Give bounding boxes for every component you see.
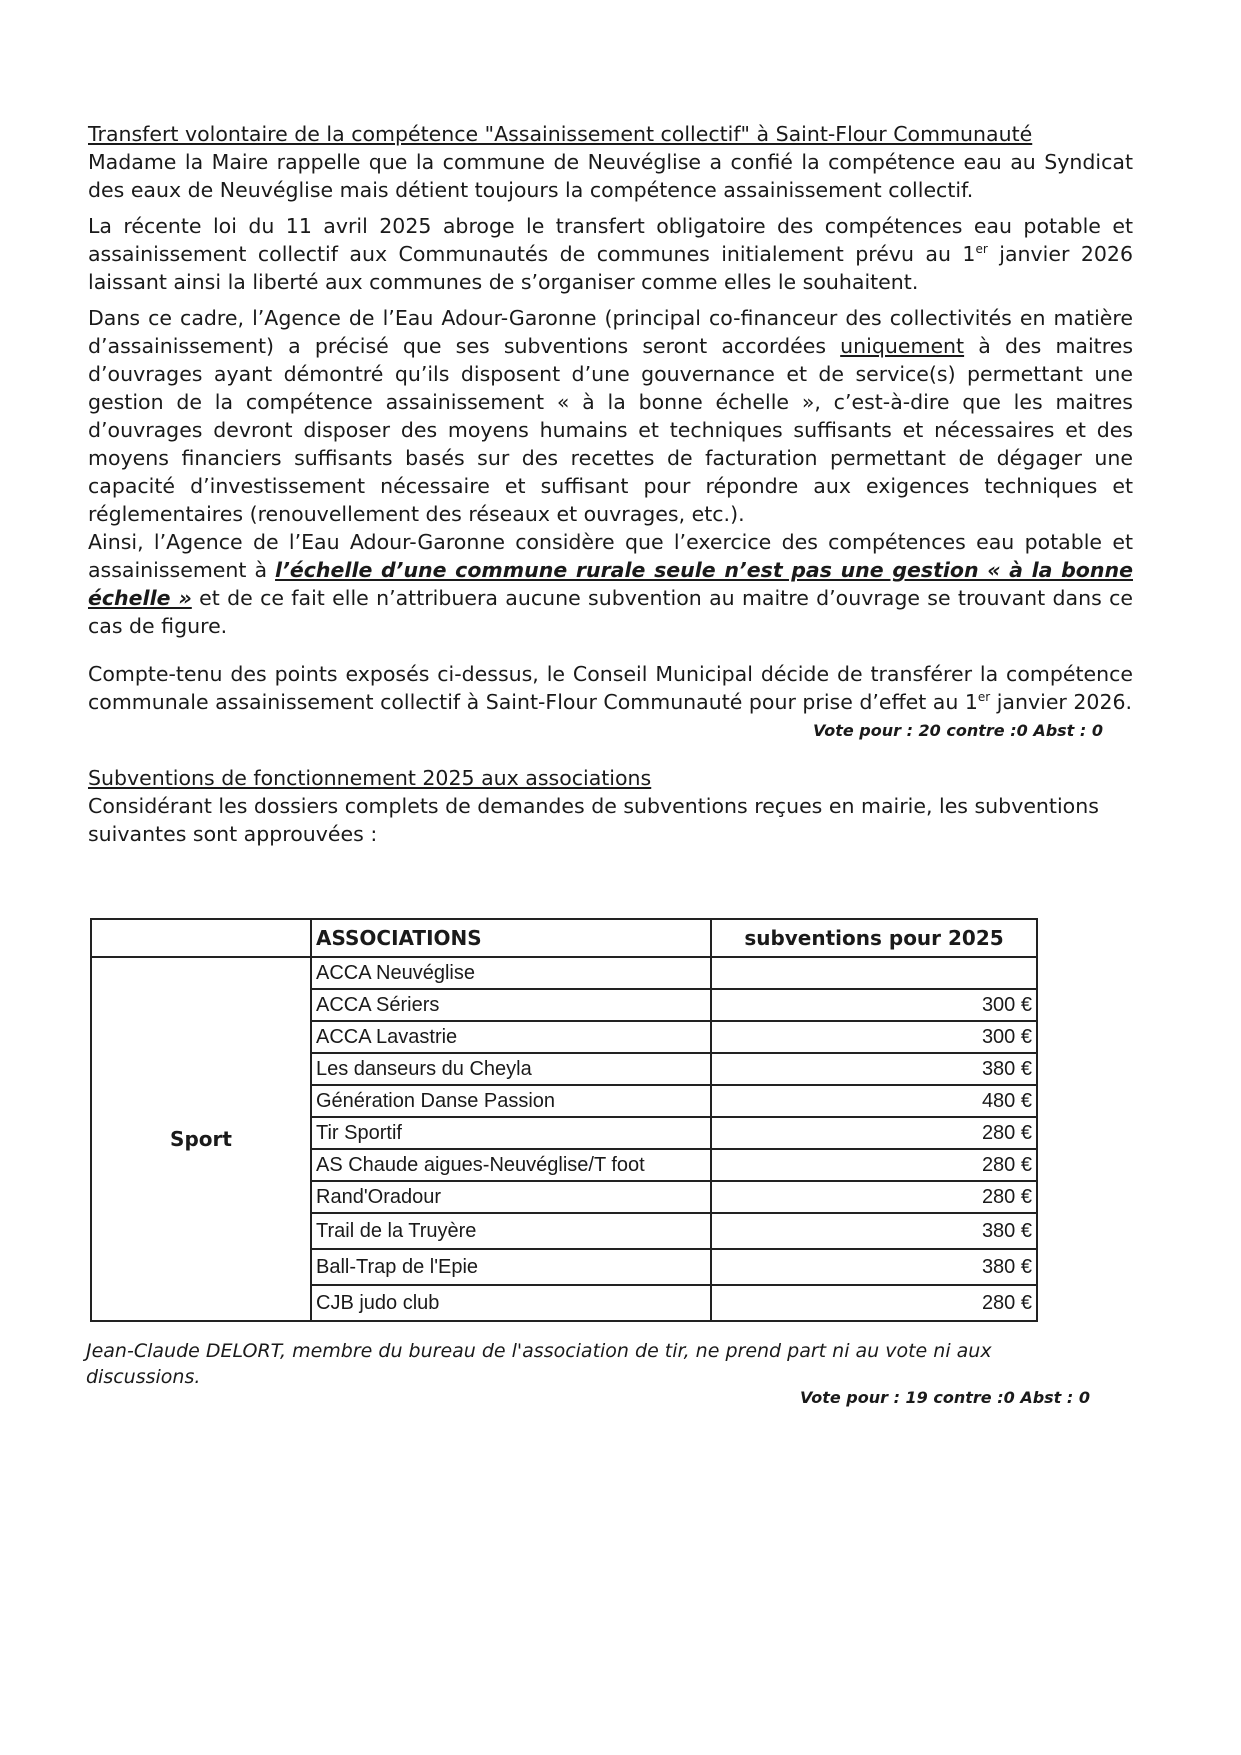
- subvention-amount: 380 €: [711, 1213, 1037, 1249]
- paragraph-2: La récente loi du 11 avril 2025 abroge le transfert obligatoire des compétences eau potable et assainissement collectif aux Communautés de communes initialement prévu au 1er janvier 2026 laissant ainsi la liberté aux communes de s’organiser comme elles le souhaitent.: [88, 214, 1134, 294]
- association-name: Ball-Trap de l'Epie: [311, 1249, 711, 1285]
- abstention-note: Jean-Claude DELORT, membre du bureau de l'association de tir, ne prend part ni au vote ni aux discussions.: [86, 1340, 992, 1388]
- subvention-amount: 380 €: [711, 1249, 1037, 1285]
- association-name: CJB judo club: [311, 1285, 711, 1321]
- subvention-amount: [711, 957, 1037, 989]
- subvention-amount: 380 €: [711, 1053, 1037, 1085]
- subventions-intro: Considérant les dossiers complets de demandes de subventions reçues en mairie, les subventions suivantes sont approuvées :: [88, 794, 1099, 846]
- association-name: Tir Sportif: [311, 1117, 711, 1149]
- association-name: Trail de la Truyère: [311, 1213, 711, 1249]
- subvention-amount: 280 €: [711, 1181, 1037, 1213]
- subvention-amount: 480 €: [711, 1085, 1037, 1117]
- association-name: ACCA Lavastrie: [311, 1021, 711, 1053]
- vote-result-2: Vote pour : 19 contre :0 Abst : 0: [800, 1388, 1090, 1407]
- vote-result-1: Vote pour : 20 contre :0 Abst : 0: [813, 721, 1103, 740]
- section-title-subventions: Subventions de fonctionnement 2025 aux associations: [88, 766, 652, 790]
- paragraph-5: Compte-tenu des points exposés ci-dessus, le Conseil Municipal décide de transférer la compétence communale assainissement collectif à Saint-Flour Communauté pour prise d’effet au 1er janvier 2026.: [88, 662, 1133, 714]
- table-header-row: [91, 919, 1037, 957]
- table-row: [91, 957, 1037, 989]
- header-subventions: subventions pour 2025: [711, 919, 1037, 957]
- document-body: [88, 120, 1133, 848]
- association-name: Génération Danse Passion: [311, 1085, 711, 1117]
- section-title-transfert: Transfert volontaire de la compétence "Assainissement collectif" à Saint-Flour Communauté: [88, 122, 1033, 146]
- subvention-amount: 300 €: [711, 989, 1037, 1021]
- header-associations: ASSOCIATIONS: [311, 919, 711, 957]
- association-name: Rand'Oradour: [311, 1181, 711, 1213]
- association-name: Les danseurs du Cheyla: [311, 1053, 711, 1085]
- association-name: AS Chaude aigues-Neuvéglise/T foot: [311, 1149, 711, 1181]
- paragraph-4: Ainsi, l’Agence de l’Eau Adour-Garonne considère que l’exercice des compétences eau potable et assainissement à l’échelle d’une commune rurale seule n’est pas une gestion « à la bonne échelle » et de ce fait elle n’attribuera aucune subvention au maitre d’ouvrage se trouvant dans ce cas de figure.: [88, 530, 1133, 638]
- paragraph-1: Madame la Maire rappelle que la commune de Neuvéglise a confié la compétence eau au Syndicat des eaux de Neuvéglise mais détient toujours la compétence assainissement collectif.: [88, 150, 1133, 202]
- association-name: ACCA Sériers: [311, 989, 711, 1021]
- paragraph-3: Dans ce cadre, l’Agence de l’Eau Adour-Garonne (principal co-financeur des collectivités en matière d’assainissement) a précisé que ses subventions seront accordées uniquement à des maitres d’ouvrages ayant démontré qu’ils disposent d’une gouvernance et de service(s) permettant une gestion de la compétence assainissement « à la bonne échelle », c’est-à-dire que les maitres d’ouvrages devront disposer des moyens humains et techniques suffisants et nécessaires et des moyens financiers suffisants basés sur des recettes de facturation permettant de dégager une capacité d’investissement nécessaire et suffisant pour répondre aux exigences techniques et réglementaires (renouvellement des réseaux et ouvrages, etc.).: [88, 306, 1133, 526]
- category-cell: Sport: [91, 957, 311, 1321]
- subvention-amount: 280 €: [711, 1285, 1037, 1321]
- subventions-table: [90, 918, 1038, 1322]
- subvention-amount: 300 €: [711, 1021, 1037, 1053]
- subvention-amount: 280 €: [711, 1149, 1037, 1181]
- association-name: ACCA Neuvéglise: [311, 957, 711, 989]
- header-empty-cell: [91, 919, 311, 957]
- subvention-amount: 280 €: [711, 1117, 1037, 1149]
